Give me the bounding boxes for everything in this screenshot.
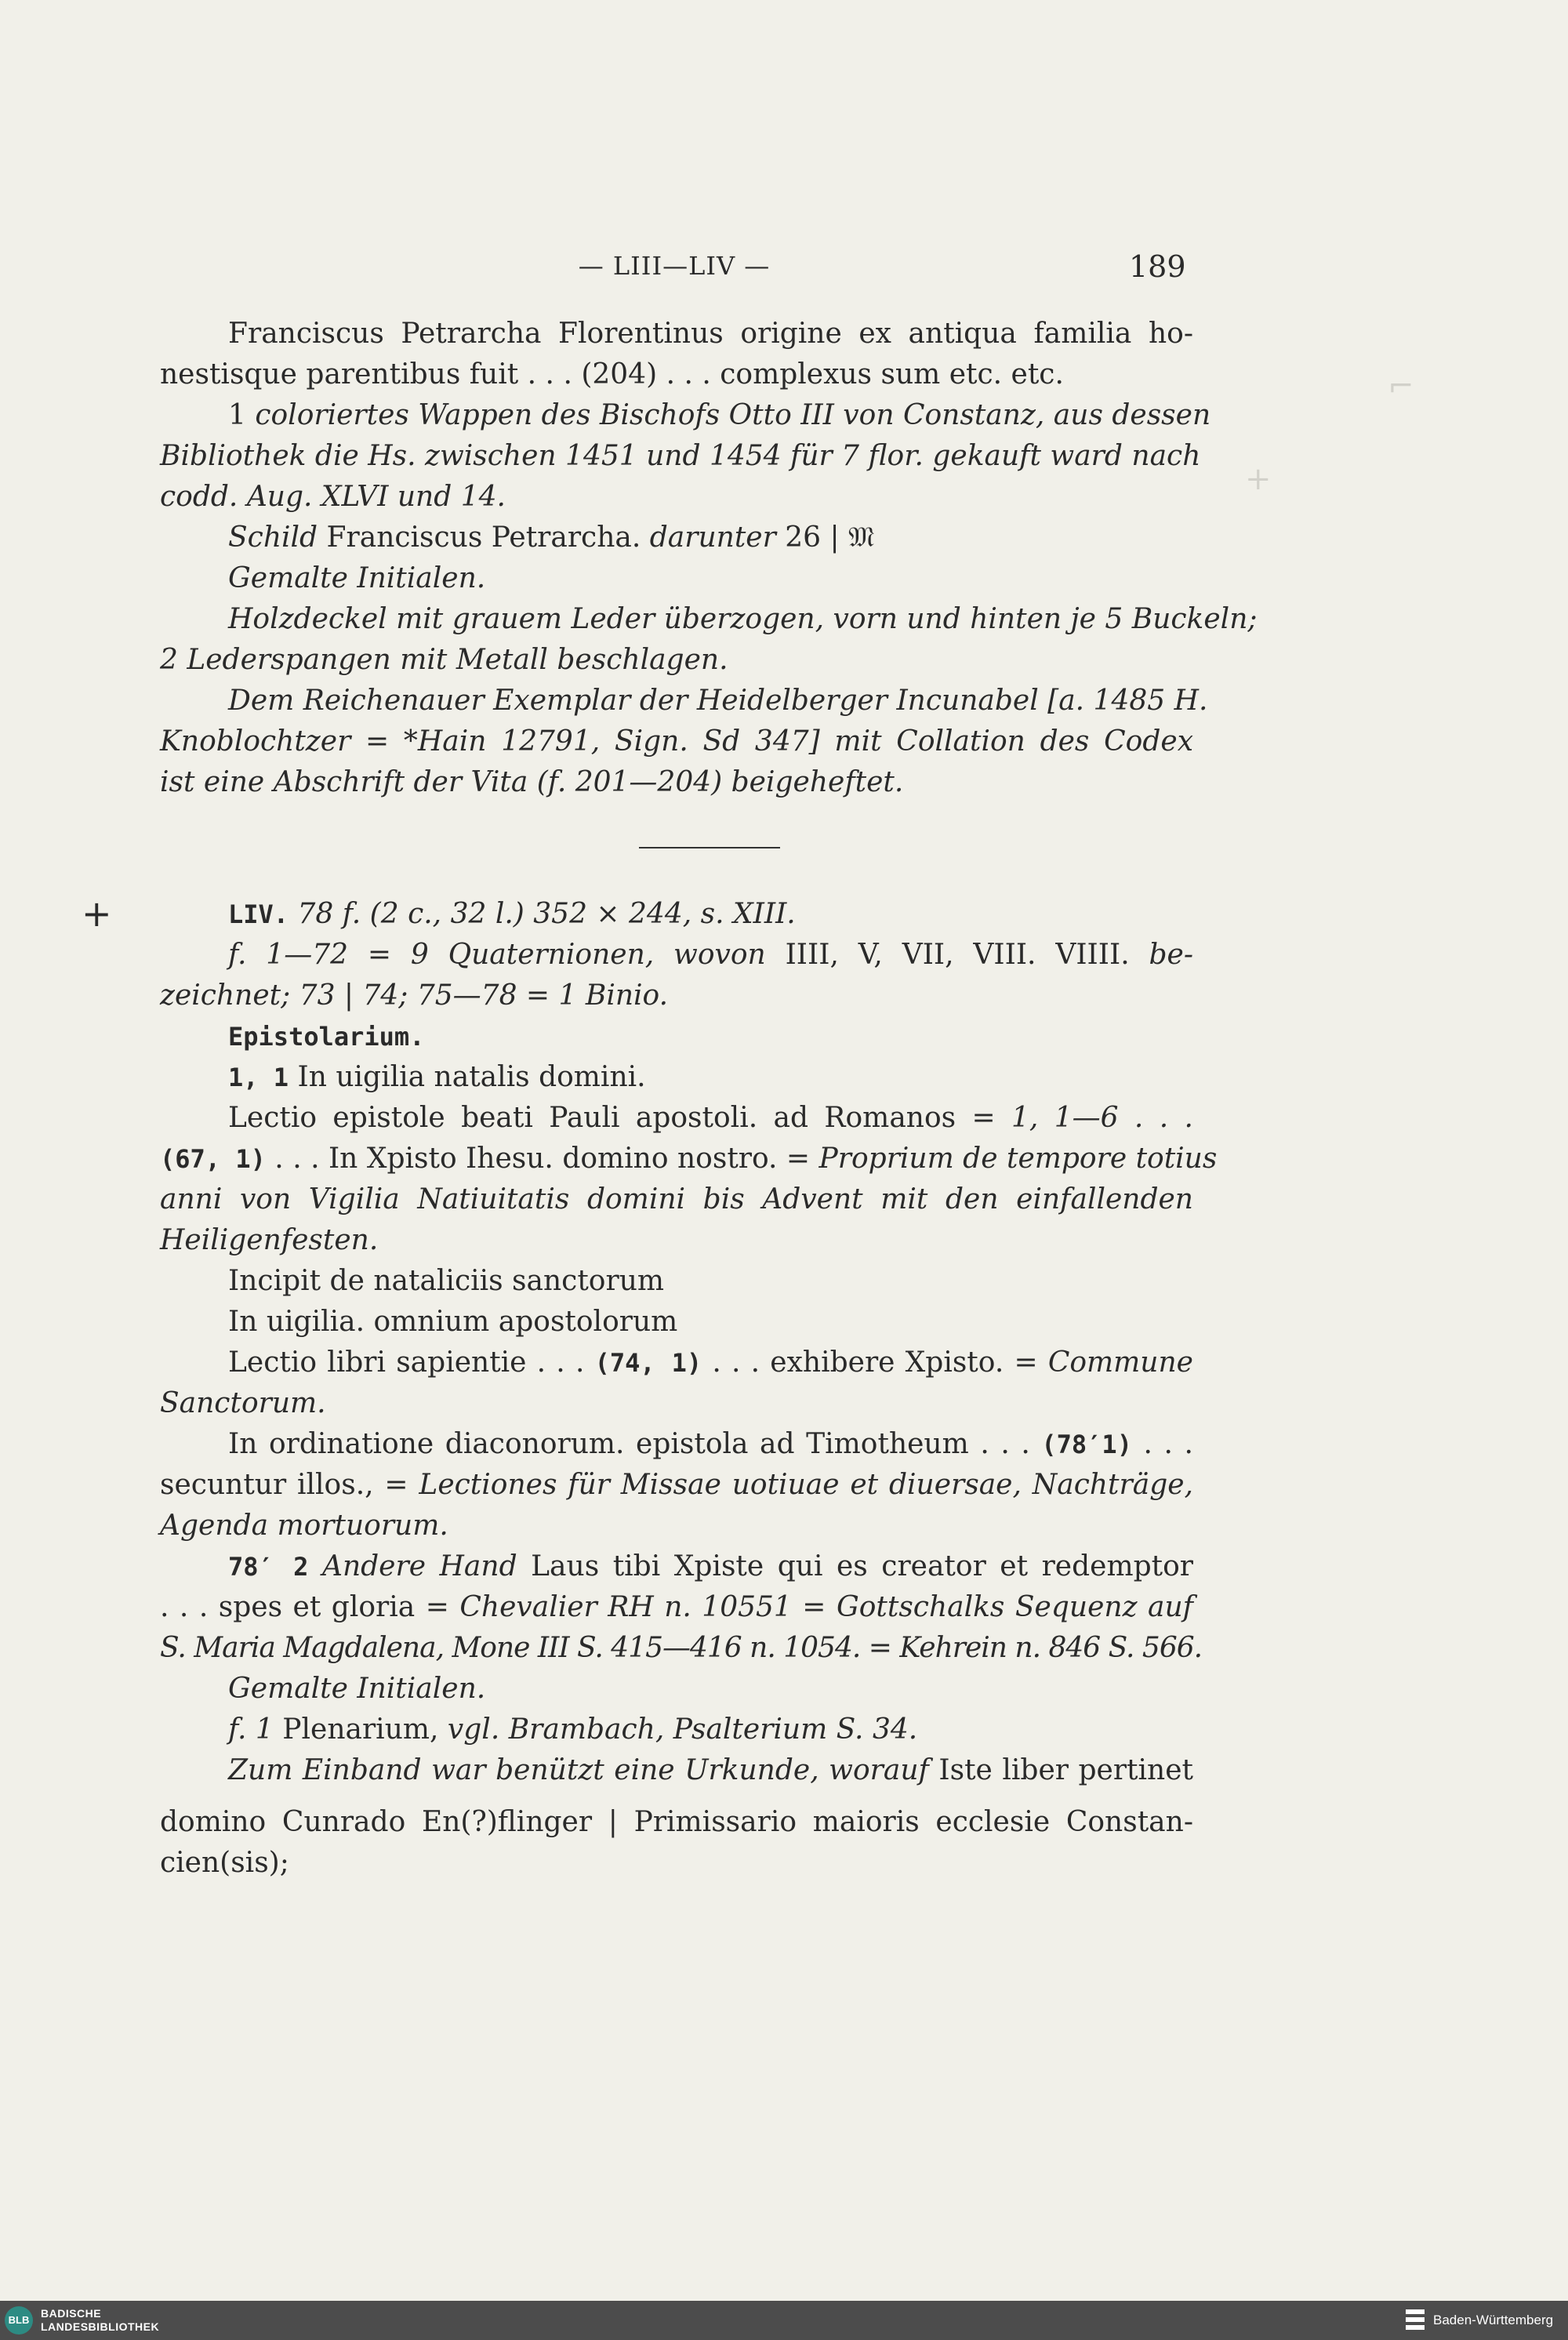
library-name: BADISCHE LANDESBIBLIOTHEK [41, 2307, 160, 2333]
text-line: domino Cunrado En(?)flinger | Primissario maioris ecclesie Constan- [160, 1806, 1193, 1838]
section-title: Epistolarium. [228, 1022, 425, 1052]
entry-liii-continuation [160, 314, 1258, 803]
text-line: Knoblochtzer = *Hain 12791, Sign. Sd 347] mit Collation des Codex [160, 725, 1193, 758]
text-line: zeichnet; 73 | 74; 75—78 = 1 Binio. [160, 979, 669, 1012]
footer-bar [0, 2301, 1568, 2340]
text-line: . . . spes et gloria = Chevalier RH n. 10551 = Gottschalks Sequenz auf [160, 1591, 1194, 1623]
text-line: 1 coloriertes Wappen des Bischofs Otto III von Constanz, aus dessen [228, 399, 1211, 431]
text-line: f. 1 Plenarium, vgl. Brambach, Psalterium S. 34. [228, 1713, 918, 1746]
text-line: anni von Vigilia Natiuitatis domini bis Advent mit den einfallenden [160, 1183, 1193, 1215]
text-line: 78′ 2 Andere Hand Laus tibi Xpiste qui es creator et redemptor [228, 1550, 1193, 1582]
text-line: ist eine Abschrift der Vita (f. 201—204) beigeheftet. [160, 766, 904, 798]
text-line: Agenda mortuorum. [160, 1510, 448, 1542]
text-line: Zum Einband war benützt eine Urkunde, worauf Iste liber pertinet [228, 1754, 1193, 1786]
text-line: In uigilia. omnium apostolorum [228, 1306, 678, 1338]
text-line: cien(sis); [160, 1847, 289, 1879]
text-line: Franciscus Petrarcha Florentinus origine ex antiqua familia ho- [228, 318, 1193, 350]
text-line: Sanctorum. [160, 1387, 326, 1419]
section-divider [639, 847, 780, 848]
bleed-through-mark: ⌐ [1388, 369, 1414, 405]
entry-liv [160, 894, 1218, 1884]
text-line: Schild Franciscus Petrarcha. darunter 26 | 𝔐 [228, 521, 875, 554]
bleed-through-mark: + [1245, 461, 1272, 497]
text-line: Incipit de nataliciis sanctorum [228, 1265, 665, 1297]
text-line: Bibliothek die Hs. zwischen 1451 und 1454 für 7 flor. gekauft ward nach [160, 440, 1201, 472]
page-number: 189 [1129, 249, 1186, 284]
text-line: Gemalte Initialen. [228, 562, 486, 594]
text-line: 2 Lederspangen mit Metall beschlagen. [160, 644, 728, 676]
text-line: S. Maria Magdalena, Mone III S. 415—416 n. 1054. = Kehrein n. 846 S. 566. [160, 1632, 1203, 1664]
text-line: Dem Reichenauer Exemplar der Heidelberger Incunabel [a. 1485 H. [228, 685, 1208, 717]
text-line: (67, 1) . . . In Xpisto Ihesu. domino nostro. = Proprium de tempore totius [160, 1143, 1218, 1175]
text-line: f. 1—72 = 9 Quaternionen, wovon IIII, V, VII, VIII. VIIII. be- [228, 939, 1193, 971]
state-name: Baden-Württemberg [1433, 2313, 1554, 2327]
state-coat-of-arms-icon [1403, 2308, 1427, 2333]
text-line: secuntur illos., = Lectiones für Missae uotiuae et diuersae, Nachträge, [160, 1469, 1193, 1501]
text-line: Holzdeckel mit grauem Leder überzogen, vorn und hinten je 5 Buckeln; [228, 603, 1258, 635]
text-line: nestisque parentibus fuit . . . (204) . . . complexus sum etc. etc. [160, 358, 1064, 391]
margin-plus-mark: + [82, 892, 112, 935]
entry-heading: LIV. 78 f. (2 c., 32 l.) 352 ⨯ 244, s. XIII. [228, 898, 796, 930]
text-line: Lectio libri sapientie . . . (74, 1) . . . exhibere Xpisto. = Commune [228, 1346, 1193, 1379]
text-line: Gemalte Initialen. [228, 1673, 486, 1705]
text-line: In ordinatione diaconorum. epistola ad Timotheum . . . (78′1) . . . [228, 1428, 1193, 1460]
text-line: 1, 1 In uigilia natalis domini. [228, 1061, 646, 1093]
text-line: Lectio epistole beati Pauli apostoli. ad Romanos = 1, 1—6 . . . [228, 1102, 1193, 1134]
running-header: — LIII—LIV — [578, 251, 771, 281]
text-line: codd. Aug. XLVI und 14. [160, 481, 506, 513]
blb-logo: BLB [5, 2306, 33, 2335]
text-line: Heiligenfesten. [160, 1224, 379, 1256]
